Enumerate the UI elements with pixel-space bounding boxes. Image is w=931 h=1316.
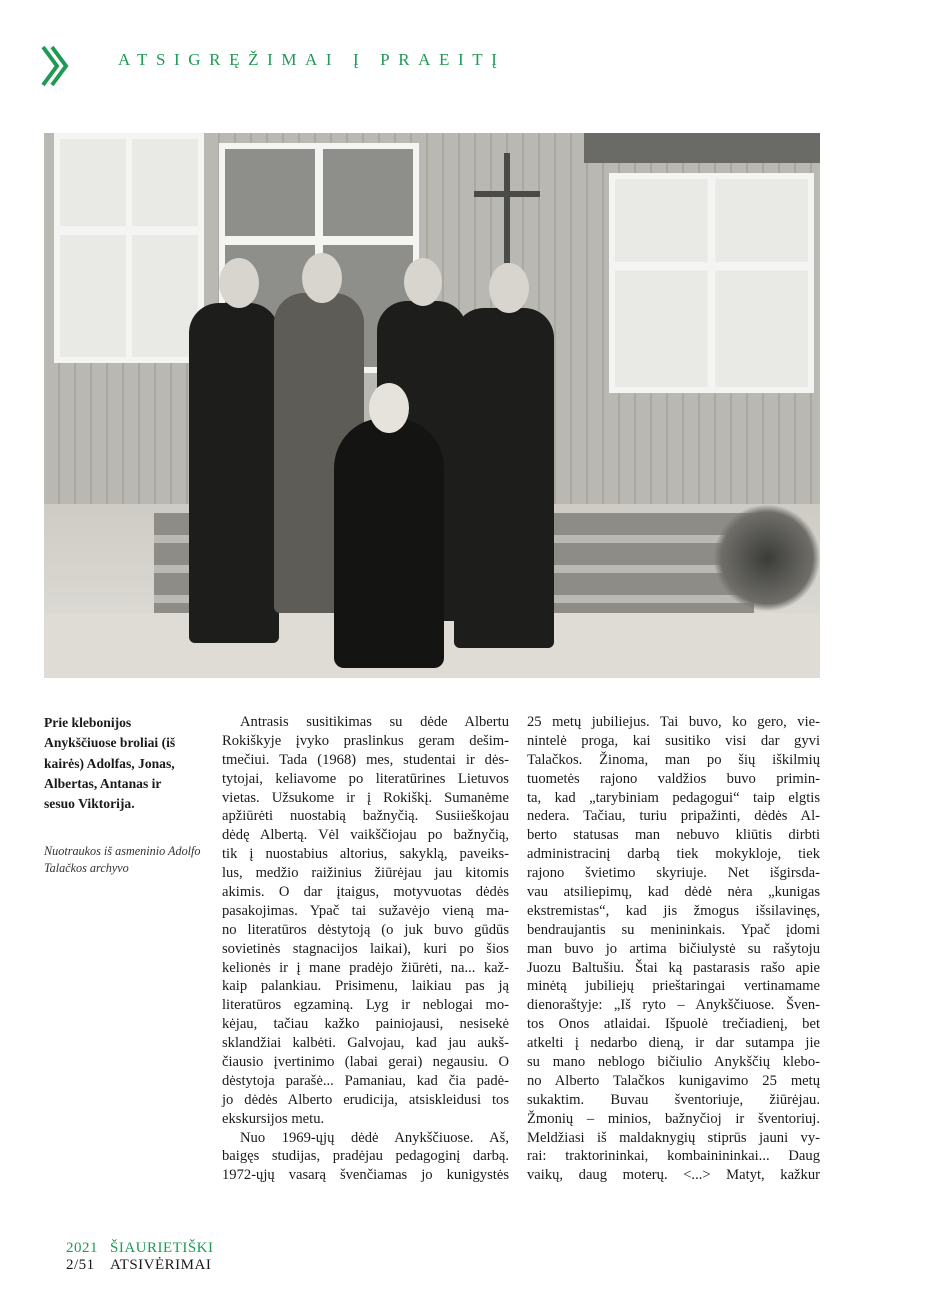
text-line: su mano neblogo bičiulio Anykščių klebo- <box>527 1054 820 1071</box>
text-line: vietas. Užsukome ir į Rokiškį. Sumanėme <box>222 789 509 806</box>
text-line: man buvo jo artima bičiulystė su rašytoju <box>527 940 820 957</box>
text-line: nedera. Tačiau, turiu pripažinti, dėdės Al- <box>527 808 820 825</box>
text-line: tik į nuostabius altorius, sakyklą, paveiks- <box>222 846 509 863</box>
article-column-2 <box>527 713 820 1185</box>
text-line: ekstremistas“, kad jis žmogus išsilavinęs, <box>527 902 820 919</box>
text-line: vau atsiliepimų, kad dėdė nėra „kunigas <box>527 884 820 901</box>
text-line: baigęs studijas, pradėjau pedagoginį darbą. <box>222 1148 509 1165</box>
photo-source: Nuotraukos iš asmeninio Adolfo Talačkos archyvo <box>44 844 201 875</box>
text-line: akimis. O dar įtaigus, motyvuotas dėdės <box>222 884 509 901</box>
text-line: Žmonių – minios, bažnyčioj ir šventoriuj. <box>527 1110 820 1127</box>
text-line: dėstytoja parašė... Pamaniau, kad čia padė- <box>222 1072 509 1089</box>
text-line: čiausio įvertinimo (labai gerai) negausiu. O <box>222 1054 509 1071</box>
family-photo <box>44 133 820 678</box>
text-line: no literatūros dėstytoją (o juk buvo gūdūs <box>222 921 509 938</box>
text-line: Antrasis susitikimas su dėde Albertu <box>240 714 509 730</box>
text-line: ekskursijos metu. <box>222 1110 325 1127</box>
text-line: atkelti į nedarbo dieną, ir dar sutampa jie <box>527 1035 820 1052</box>
page-number: 2/51 <box>66 1257 95 1273</box>
footer-year: 2021 <box>66 1240 98 1256</box>
text-line: dėdę Albertą. Vėl vaikščiojau po bažnyčią, <box>222 827 509 844</box>
footer-magazine-line1: ŠIAURIETIŠKI <box>110 1240 214 1256</box>
text-line: pasakojimas. Ypač tai sužavėjo vieną ma- <box>222 902 509 919</box>
footer <box>66 1240 214 1274</box>
text-line: berto statusas man nebuvo kliūtis dirbti <box>527 827 820 844</box>
article-column-1 <box>222 713 509 1185</box>
photo-caption: Prie klebonijos Anykščiuose broliai (iš kairės) Adolfas, Jonas, Albertas, Antanas ir sesuo Viktorija. <box>44 715 176 812</box>
text-line: kaip palankiau. Prisimenu, laikiau pas ją <box>222 978 509 995</box>
text-line: tytojai, keliavome po literatūrines Lietuvos <box>222 770 509 787</box>
text-line: jo dėdės Alberto erudicija, atsiskleidusi tos <box>222 1091 509 1108</box>
text-line: tuometės rajono valdžios buvo primin- <box>527 770 820 787</box>
text-line: Nuo 1969-ųjų dėdė Anykščiuose. Aš, <box>240 1129 509 1146</box>
text-line: lus, medžio raižinius žiūrėjau jau kitomis <box>222 865 509 882</box>
text-line: bendraujantis su menininkais. Ypač įdomi <box>527 921 820 938</box>
text-line: minėtą jubiliejų prieštaringai vertinamame <box>527 978 820 995</box>
text-line: Meldžiasi iš maldaknygių stiprūs jauni vy- <box>527 1129 820 1146</box>
text-line: tmečiui. Tada (1968) mes, studentai ir dės- <box>222 751 509 768</box>
text-line: sklandžiai kalbėti. Galvojau, kad jau aukš- <box>222 1035 509 1052</box>
text-line: administracinį darbą tiek mokykloje, tiek <box>527 846 820 863</box>
text-line: apžiūrėti nuostabią bažnyčią. Susiieškojau <box>222 808 509 825</box>
text-line: kėjau, tačiau kažko painiojausi, nesisekė <box>222 1016 509 1033</box>
text-line: vaikų, daug moterų. <...> Matyt, kažkur <box>527 1167 820 1184</box>
text-line: tos Onos atlaidai. Išpuolė trečiadienį, bet <box>527 1016 820 1033</box>
text-line: rai: traktorininkai, kombainininkai... Daug <box>527 1148 820 1165</box>
text-line: sovietinės stagnacijos laikai), kuri po šios <box>222 940 509 957</box>
text-line: dienoraštyje: „Iš ryto – Anykščiuose. Šven- <box>527 997 820 1014</box>
text-line: 25 metų jubiliejus. Tai buvo, ko gero, vie- <box>527 714 820 730</box>
text-line: literatūros egzaminą. Lyg ir neblogai mo- <box>222 997 509 1014</box>
text-line: ta, kad „tarybiniam pedagogui“ taip elgtis <box>527 789 820 806</box>
text-line: kelionės ir į mane pradėjo žiūrėti, na... kaž- <box>222 959 509 976</box>
double-chevron-right-icon <box>40 44 70 88</box>
text-line: Juozu Baltušiu. Štai ką pastarasis rašo apie <box>527 959 820 976</box>
text-line: Talačkos. Žinoma, man po šių iškilmių <box>527 751 820 768</box>
section-title: ATSIGRĘŽIMAI Į PRAEITĮ <box>118 50 506 69</box>
text-line: rajono švietimo skyriuje. Net išgirsda- <box>527 865 820 882</box>
text-line: Rokiškyje įvyko praslinkus geram dešim- <box>222 732 509 749</box>
text-line: sukaktim. Buvau šventoriuje, žiūrėjau. <box>527 1091 820 1108</box>
text-line: nintelė proga, kai susitiko visi dar gyvi <box>527 732 820 749</box>
text-line: no Alberto Talačkos kunigavimo 25 metų <box>527 1072 820 1089</box>
text-line: 1972-ųjų vasarą švenčiamas jo kunigystės <box>222 1167 509 1184</box>
footer-magazine-line2: ATSIVĖRIMAI <box>110 1257 212 1273</box>
